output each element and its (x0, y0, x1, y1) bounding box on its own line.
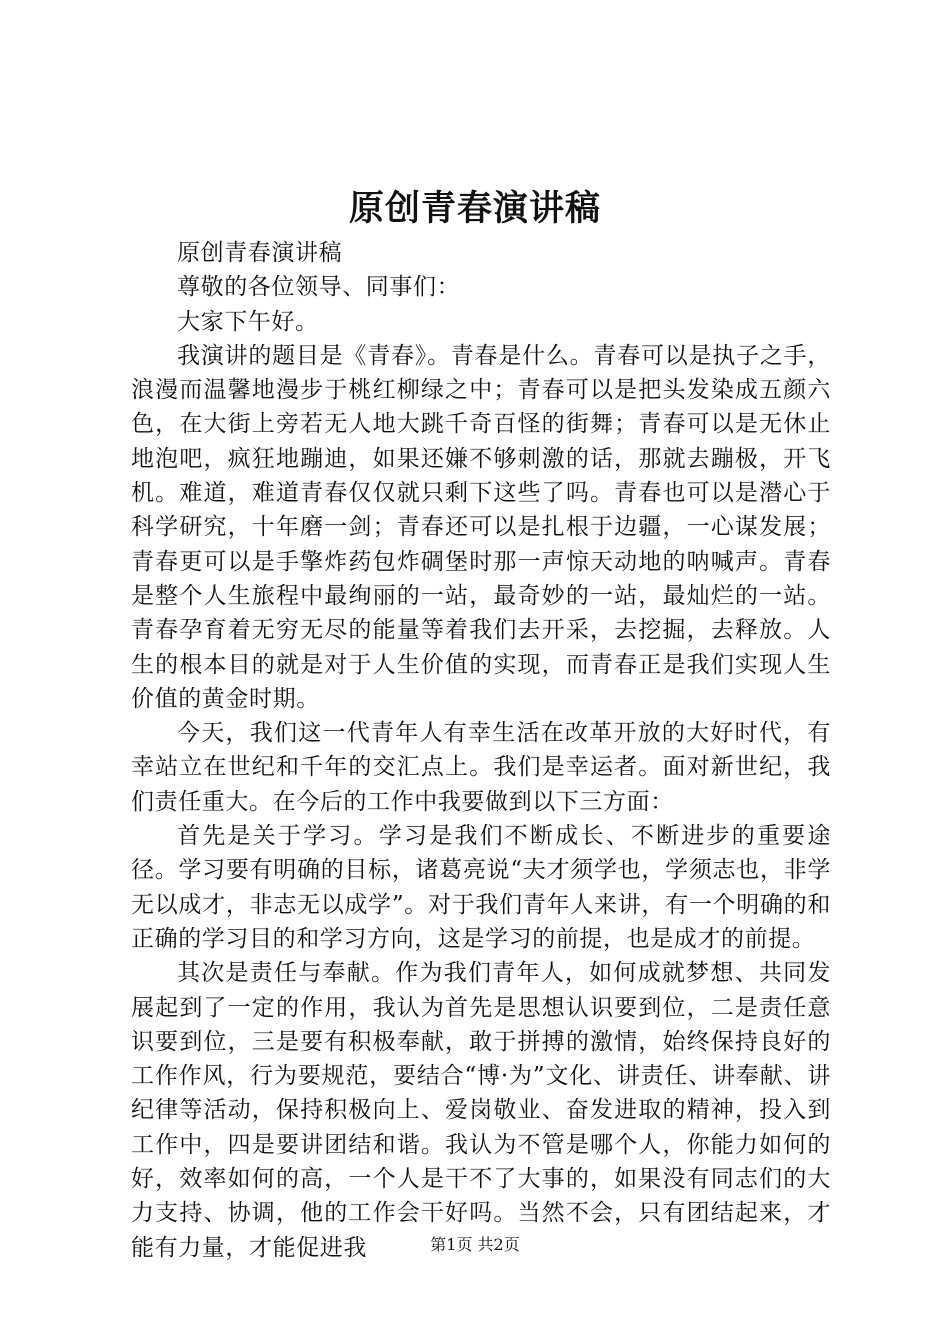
paragraph-greeting: 大家下午好。 (177, 308, 319, 335)
paragraph-subtitle: 原创青春演讲稿 (177, 240, 343, 266)
paragraph-learning: 首先是关于学习。学习是我们不断成长、不断进步的重要途径。学习要有明确的目标，诸葛亮说“夫才须学也，学须志也，非学无以成才，非志无以成学”。对于我们青年人来讲，有一个明确的和正确的学习目的和学习方向，这是学习的前提，也是成才的前提。 (131, 823, 831, 952)
page-footer: 第1页 共2页 (430, 1235, 520, 1254)
document-body (131, 236, 831, 1265)
document-title: 原创青春演讲稿 (348, 188, 601, 229)
paragraph-era: 今天，我们这一代青年人有幸生活在改革开放的大好时代，有幸站立在世纪和千年的交汇点上。我们是幸运者。面对新世纪，我们责任重大。在今后的工作中我要做到以下三方面： (131, 720, 831, 815)
paragraph-responsibility: 其次是责任与奉献。作为我们青年人，如何成就梦想、共同发展起到了一定的作用，我认为首先是思想认识要到位，二是责任意识要到位，三是要有积极奉献，敢于拼搏的激情，始终保持良好的工作作风，行为要规范，要结合“博·为”文化、讲责任、讲奉献、讲纪律等活动，保持积极向上、爱岗敬业、奋发进取的精神，投入到工作中，四是要讲团结和谐。我认为不管是哪个人，你能力如何的好，效率如何的高，一个人是干不了大事的，如果没有同志们的大力支持、协调，他的工作会干好吗。当然不会，只有团结起来，才能有力量，才能促进我 (131, 960, 831, 1261)
paragraph-youth-definition: 我演讲的题目是《青春》。青春是什么。青春可以是执子之手，浪漫而温馨地漫步于桃红柳绿之中；青春可以是把头发染成五颜六色，在大街上旁若无人地大跳千奇百怪的街舞；青春可以是无休止地泡吧，疯狂地蹦迪，如果还嫌不够刺激的话，那就去蹦极，开飞机。难道，难道青春仅仅就只剩下这些了吗。青春也可以是潜心于科学研究，十年磨一剑；青春还可以是扎根于边疆，一心谋发展；青春更可以是手擎炸药包炸碉堡时那一声惊天动地的呐喊声。青春是整个人生旅程中最绚丽的一站，最奇妙的一站，最灿烂的一站。青春孕育着无穷无尽的能量等着我们去开采，去挖掘，去释放。人生的根本目的就是对于人生价值的实现，而青春正是我们实现人生价值的黄金时期。 (131, 342, 831, 712)
paragraph-salutation: 尊敬的各位领导、同事们： (177, 274, 461, 301)
